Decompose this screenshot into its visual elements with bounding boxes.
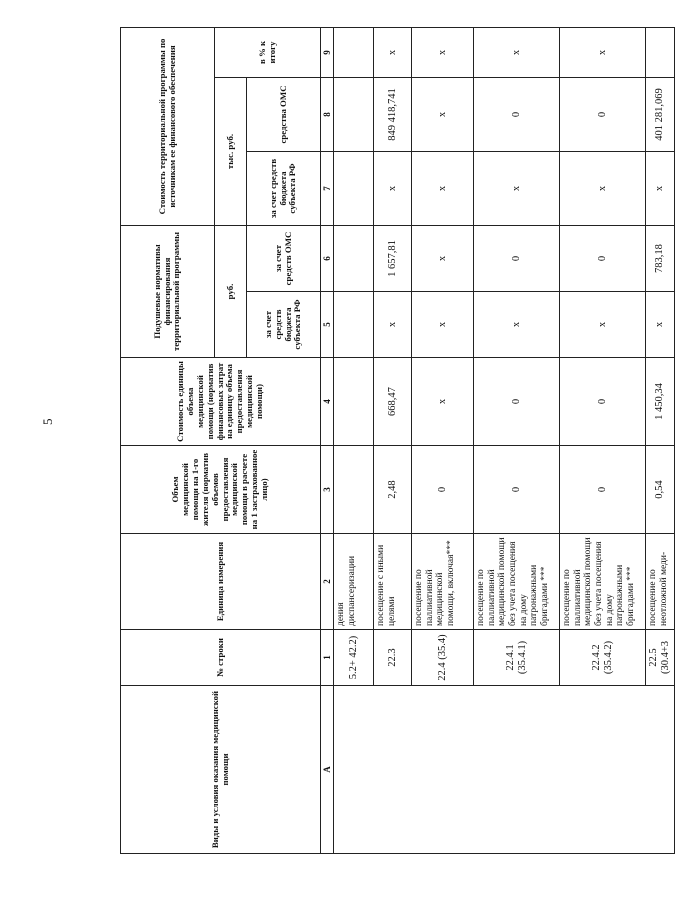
unit-cell: посещение с иными целями — [374, 534, 412, 630]
rotated-table-wrapper — [120, 28, 671, 854]
header-rub: руб. — [215, 225, 247, 357]
oms-cell: 0 — [560, 225, 646, 291]
types-cell — [334, 686, 675, 854]
volume-cell: 0 — [474, 446, 560, 534]
volume-cell — [334, 446, 374, 534]
volume-cell: 0,54 — [646, 446, 675, 534]
percent-cell — [646, 27, 675, 77]
oms-cell — [334, 225, 374, 291]
header-cost: Стоимость единицы объема медицинской помощи (норматив финансовых затрат на единицу объема предоставления медицинской помощи) — [121, 358, 321, 446]
budget-rf-cell: х — [646, 292, 675, 358]
oms-cell: 1 657,81 — [374, 225, 412, 291]
oms-total-cell — [334, 77, 374, 151]
header-unit: Единица измерения — [121, 534, 321, 630]
table-holder — [120, 28, 671, 854]
header-norms: Подушевые нормативы финансирования территориальной программы — [121, 225, 215, 357]
header-percent: в % к итогу — [215, 27, 321, 77]
header-volume: Объем медицинской помощи на 1-го жителя (норматив объемов предоставления медицинской помощи в расчете на 1 застрахованное лицо) — [121, 446, 321, 534]
budget-rf-total-cell: х — [412, 151, 474, 225]
cost-cell: х — [412, 358, 474, 446]
percent-cell: х — [474, 27, 560, 77]
table-row — [334, 27, 374, 853]
oms-total-cell: 401 281,069 — [646, 77, 675, 151]
col-num-a: А — [321, 686, 334, 854]
unit-cell: посещение по неотложной меди- — [646, 534, 675, 630]
oms-cell: 783,18 — [646, 225, 675, 291]
header-oms-funds: за счет средств ОМС — [247, 225, 321, 291]
header-thous-rub: тыс. руб. — [215, 77, 247, 225]
oms-total-cell: 0 — [560, 77, 646, 151]
budget-rf-cell: х — [560, 292, 646, 358]
row-number: 22.4 (35.4) — [412, 630, 474, 686]
oms-cell: 0 — [474, 225, 560, 291]
percent-cell: х — [560, 27, 646, 77]
cost-cell: 0 — [560, 358, 646, 446]
col-num-2: 2 — [321, 534, 334, 630]
header-row-1 — [121, 27, 215, 853]
col-num-8: 8 — [321, 77, 334, 151]
col-num-6: 6 — [321, 225, 334, 291]
unit-cell: дения диспансеризации — [334, 534, 374, 630]
volume-cell: 2,48 — [374, 446, 412, 534]
budget-rf-total-cell — [334, 151, 374, 225]
cost-cell — [334, 358, 374, 446]
row-number: 22.5 (30.4+3 — [646, 630, 675, 686]
row-number: 22.3 — [374, 630, 412, 686]
percent-cell — [334, 27, 374, 77]
page-number: 5 — [40, 418, 55, 425]
oms-cell: х — [412, 225, 474, 291]
budget-rf-cell: х — [374, 292, 412, 358]
header-budget-rf-total: за счет средств бюджета субъекта РФ — [247, 151, 321, 225]
volume-cell: 0 — [412, 446, 474, 534]
percent-cell: х — [374, 27, 412, 77]
header-types: Виды и условия оказания медицинской помощи — [121, 686, 321, 854]
row-number: 22.4.1 (35.4.1) — [474, 630, 560, 686]
volume-cell: 0 — [560, 446, 646, 534]
col-num-4: 4 — [321, 358, 334, 446]
header-row-no: № строки — [121, 630, 321, 686]
budget-rf-cell: х — [412, 292, 474, 358]
header-value: Стоимость территориальной программы по источникам ее финансового обеспечения — [121, 27, 215, 225]
unit-cell: посещение по паллиативной медицинской помощи без учета посещения на дому патронажными бригадами *** — [560, 534, 646, 630]
budget-rf-total-cell: х — [646, 151, 675, 225]
budget-rf-total-cell: х — [474, 151, 560, 225]
col-num-3: 3 — [321, 446, 334, 534]
col-num-9: 9 — [321, 27, 334, 77]
row-number: 5.2+ 42.2) — [334, 630, 374, 686]
cost-cell: 1 450,34 — [646, 358, 675, 446]
col-num-1: 1 — [321, 630, 334, 686]
cost-cell: 0 — [474, 358, 560, 446]
header-oms-total: средства ОМС — [247, 77, 321, 151]
percent-cell: х — [412, 27, 474, 77]
oms-total-cell: 849 418,741 — [374, 77, 412, 151]
row-number: 22.4.2 (35.4.2) — [560, 630, 646, 686]
budget-rf-total-cell: х — [374, 151, 412, 225]
cost-cell: 668,47 — [374, 358, 412, 446]
col-num-7: 7 — [321, 151, 334, 225]
oms-total-cell: 0 — [474, 77, 560, 151]
budget-rf-cell: х — [474, 292, 560, 358]
column-numbers-row — [321, 27, 334, 853]
header-budget-rf: за счет средств бюджета субъекта РФ — [247, 292, 321, 358]
budget-rf-cell — [334, 292, 374, 358]
unit-cell: посещение по паллиативной медицинской помощи, включая*** — [412, 534, 474, 630]
col-num-5: 5 — [321, 292, 334, 358]
budget-rf-total-cell: х — [560, 151, 646, 225]
oms-total-cell: х — [412, 77, 474, 151]
budget-table — [120, 27, 675, 854]
unit-cell: посещение по паллиативной медицинской помощи без учета посещения на дому патронажными бригадами *** — [474, 534, 560, 630]
